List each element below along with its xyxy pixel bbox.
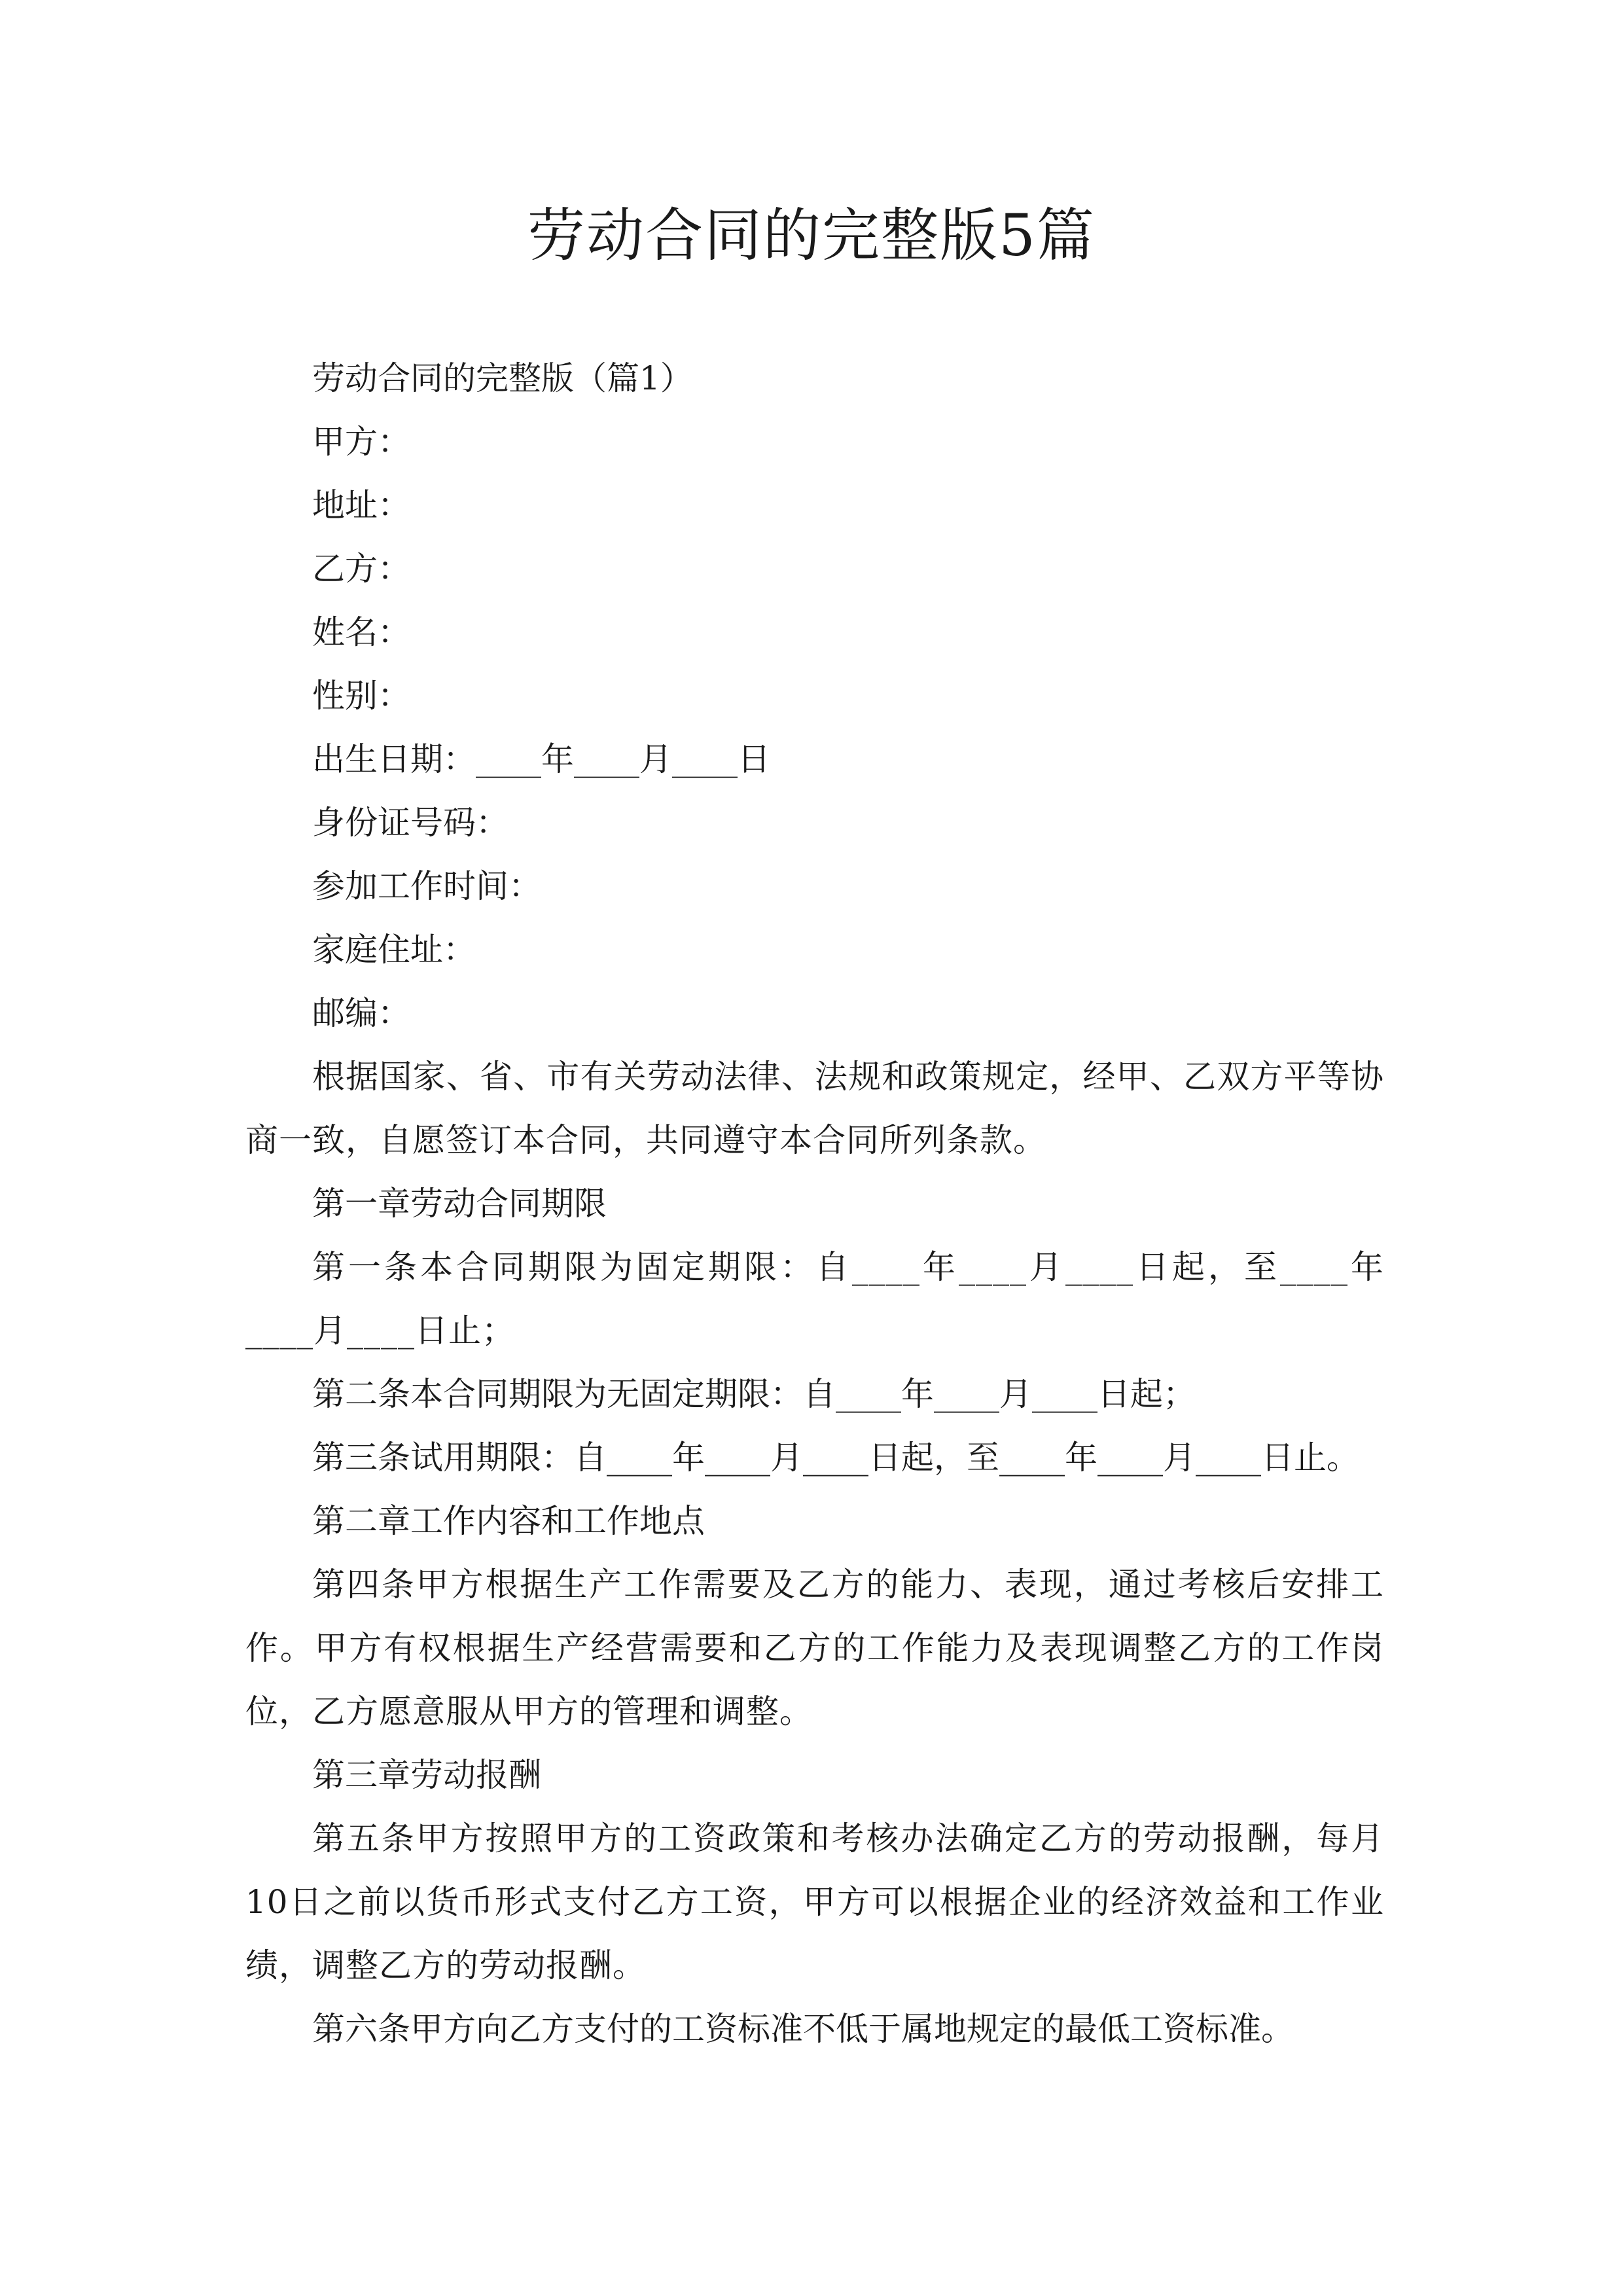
intro-paragraph: 根据国家、省、市有关劳动法律、法规和政策规定，经甲、乙双方平等协商一致，自愿签订本合同，共同遵守本合同所列条款。 [245, 1058, 1384, 1159]
field-address: 地址： [312, 486, 410, 524]
field-party-a: 甲方： [312, 423, 410, 461]
article-3: 第三条试用期限：自____年____月____日起，至____年____月____日止。 [312, 1439, 1359, 1477]
document-body [245, 347, 1384, 2061]
field-id-number: 身份证号码： [312, 804, 508, 842]
article-4: 第四条甲方根据生产工作需要及乙方的能力、表现，通过考核后安排工作。甲方有权根据生产经营需要和乙方的工作能力及表现调整乙方的工作岗位，乙方愿意服从甲方的管理和调整。 [245, 1566, 1384, 1731]
article-1: 第一条本合同期限为固定期限：自____年____月____日起，至____年____月____日止； [245, 1248, 1384, 1350]
field-work-start: 参加工作时间： [312, 867, 541, 905]
document-title: 劳动合同的完整版5篇 [527, 202, 1096, 269]
section-heading: 劳动合同的完整版（篇1） [312, 359, 693, 397]
article-2: 第二条本合同期限为无固定期限：自____年____月____日起； [312, 1375, 1196, 1413]
chapter1-title: 第一章劳动合同期限 [312, 1185, 607, 1223]
article-5: 第五条甲方按照甲方的工资政策和考核办法确定乙方的劳动报酬，每月10日之前以货币形式支付乙方工资，甲方可以根据企业的经济效益和工作业绩，调整乙方的劳动报酬。 [245, 1820, 1384, 1984]
article-6: 第六条甲方向乙方支付的工资标准不低于属地规定的最低工资标准。 [312, 2010, 1294, 2048]
chapter3-title: 第三章劳动报酬 [312, 1756, 541, 1794]
field-gender: 性别： [312, 677, 410, 715]
field-party-b: 乙方： [312, 550, 410, 588]
chapter2-title: 第二章工作内容和工作地点 [312, 1502, 705, 1540]
field-postcode: 邮编： [312, 994, 410, 1032]
field-birth-date: 出生日期：____年____月____日 [312, 740, 770, 778]
field-name: 姓名： [312, 613, 410, 651]
field-home-address: 家庭住址： [312, 931, 476, 969]
